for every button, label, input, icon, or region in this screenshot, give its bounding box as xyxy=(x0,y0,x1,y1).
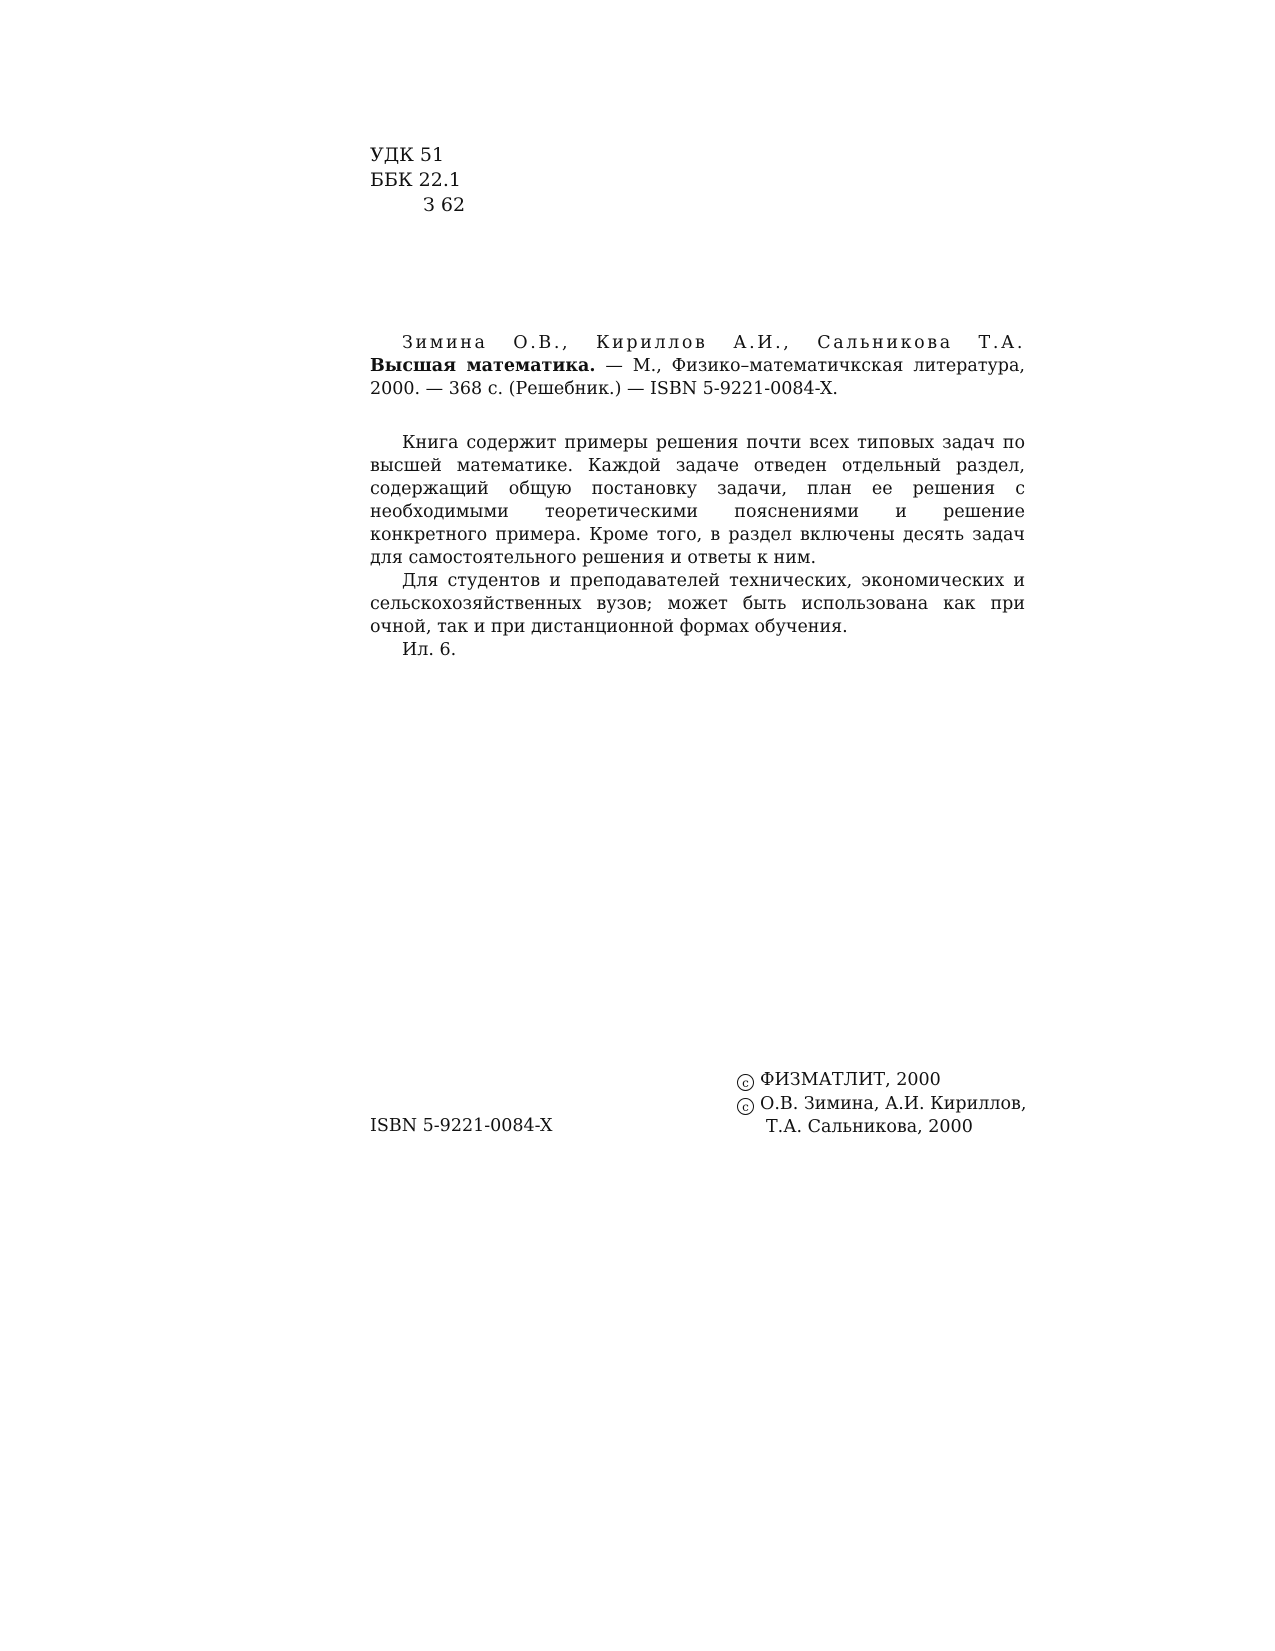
copyright-authors-line2: Т.А. Сальникова, 2000 xyxy=(766,1117,973,1137)
abstract xyxy=(370,432,1025,662)
abstract-paragraph: Книга содержит примеры решения почти всех типовых задач по высшей математике. Каждой задаче отведен отдельный раздел, содержащий общую постановку задачи, план ее решения с необходимыми теоретическими пояснениями и решение конкретного примера. Кроме того, в раздел включены десять задач для самостоятельного решения и ответы к ним. xyxy=(370,433,1025,568)
udk-code: УДК 51 xyxy=(370,144,445,166)
classification-codes xyxy=(370,143,465,218)
isbn-footer: ISBN 5-9221-0084-X xyxy=(370,1116,553,1136)
abstract-paragraph: Для студентов и преподавателей технических, экономических и сельскохозяйственных вузов; может быть использована как при очной, так и при дистанционной формах обучения. xyxy=(370,571,1025,637)
bbk-code: ББК 22.1 xyxy=(370,169,461,191)
bibliographic-record xyxy=(370,332,1025,401)
copyright-icon: c xyxy=(737,1074,754,1091)
abstract-paragraph: Ил. 6. xyxy=(402,640,457,660)
copyright-publisher: ФИЗМАТЛИТ, 2000 xyxy=(760,1070,941,1090)
copyright-icon: c xyxy=(737,1098,754,1115)
record-details: — М., Физико–математичкская литература, 2000. — 368 с. (Решебник.) — ISBN 5-9221-0084-X. xyxy=(370,356,1025,399)
record-authors: Зимина О.В., Кириллов А.И., Сальникова Т.А. xyxy=(402,333,1025,353)
copyright-authors-line1: О.В. Зимина, А.И. Кириллов, xyxy=(760,1093,1027,1114)
author-mark: З 62 xyxy=(423,194,466,216)
copyright-block xyxy=(737,1069,1037,1140)
record-title: Высшая математика. xyxy=(370,356,596,376)
